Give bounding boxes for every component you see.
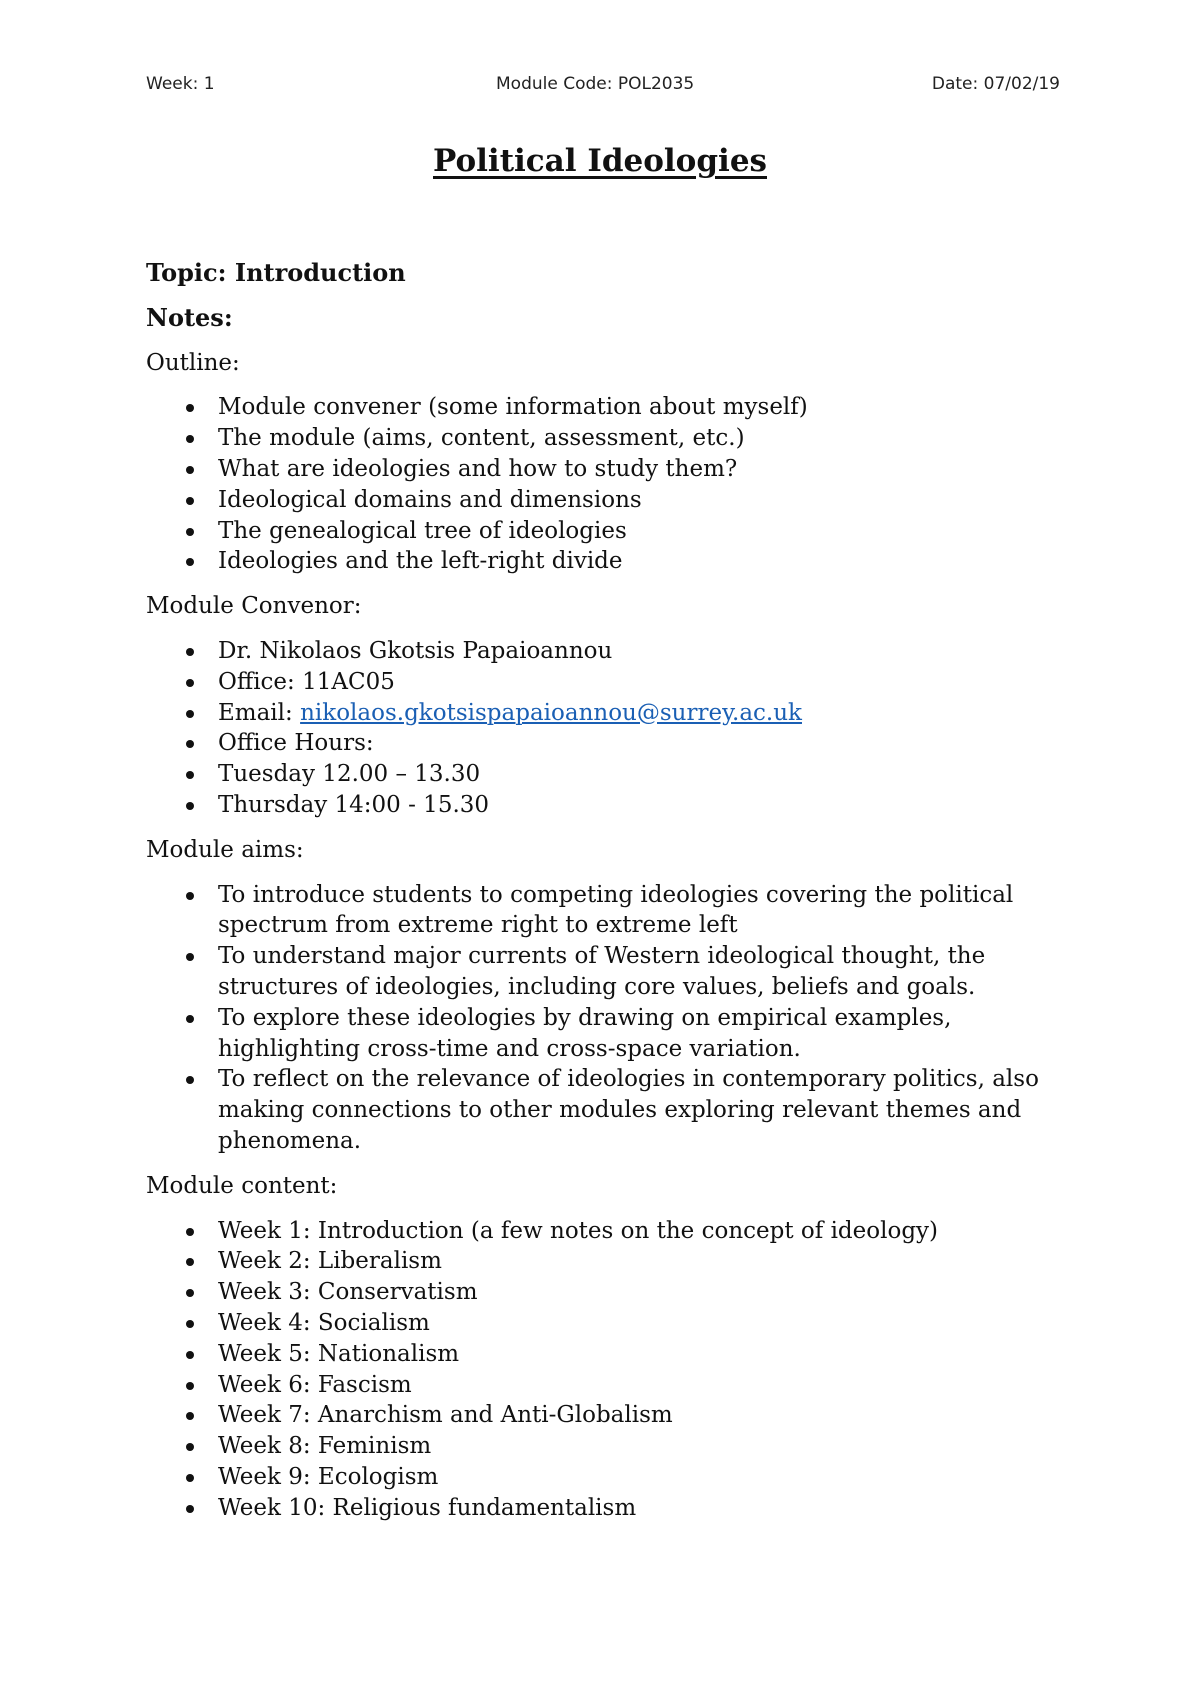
bullet-icon xyxy=(186,740,194,748)
outline-list xyxy=(146,392,1086,577)
content-label: Module content: xyxy=(146,1172,338,1199)
bullet-icon xyxy=(186,1505,194,1513)
bullet-icon xyxy=(186,404,194,412)
header-module-code: Module Code: POL2035 xyxy=(496,74,695,94)
convenor-tuesday: Tuesday 12.00 – 13.30 xyxy=(146,759,1086,790)
bullet-icon xyxy=(186,802,194,810)
bullet-icon xyxy=(186,1228,194,1236)
bullet-icon xyxy=(186,1289,194,1297)
bullet-icon xyxy=(186,1076,194,1084)
notes-heading: Notes: xyxy=(146,302,233,332)
list-item: Week 4: Socialism xyxy=(146,1308,1086,1339)
convenor-list xyxy=(146,636,1086,821)
bullet-icon xyxy=(186,1351,194,1359)
bullet-icon xyxy=(186,1258,194,1266)
list-item: To reflect on the relevance of ideologies in contemporary politics, also making connections to other modules exploring relevant themes and phenomena. xyxy=(146,1064,1086,1156)
bullet-icon xyxy=(186,679,194,687)
list-item: Week 7: Anarchism and Anti-Globalism xyxy=(146,1400,1086,1431)
list-item: To introduce students to competing ideologies covering the political spectrum from extreme right to extreme left xyxy=(146,880,1086,942)
bullet-icon xyxy=(186,558,194,566)
aims-label: Module aims: xyxy=(146,836,304,863)
convenor-name: Dr. Nikolaos Gkotsis Papaioannou xyxy=(146,636,1086,667)
bullet-icon xyxy=(186,648,194,656)
header-week: Week: 1 xyxy=(146,74,215,94)
bullet-icon xyxy=(186,1382,194,1390)
bullet-icon xyxy=(186,771,194,779)
outline-label: Outline: xyxy=(146,349,240,376)
convenor-thursday: Thursday 14:00 - 15.30 xyxy=(146,790,1086,821)
convenor-office-hours: Office Hours: xyxy=(146,728,1086,759)
aims-list xyxy=(146,880,1086,1157)
bullet-icon xyxy=(186,1320,194,1328)
content-list xyxy=(146,1216,1086,1524)
list-item: Ideological domains and dimensions xyxy=(146,485,1086,516)
list-item: Week 8: Feminism xyxy=(146,1431,1086,1462)
document-body xyxy=(146,258,1086,1523)
convenor-label: Module Convenor: xyxy=(146,593,362,620)
list-item: The genealogical tree of ideologies xyxy=(146,516,1086,547)
bullet-icon xyxy=(186,1412,194,1420)
convenor-email: Email: nikolaos.gkotsispapaioannou@surrey.ac.uk xyxy=(146,698,1086,729)
list-item: Ideologies and the left-right divide xyxy=(146,546,1086,577)
list-item: To understand major currents of Western ideological thought, the structures of ideologies, including core values, beliefs and goals. xyxy=(146,941,1086,1003)
bullet-icon xyxy=(186,1015,194,1023)
bullet-icon xyxy=(186,892,194,900)
list-item: Week 2: Liberalism xyxy=(146,1246,1086,1277)
page-header xyxy=(146,74,1060,102)
bullet-icon xyxy=(186,1474,194,1482)
list-item: Week 3: Conservatism xyxy=(146,1277,1086,1308)
list-item: The module (aims, content, assessment, etc.) xyxy=(146,423,1086,454)
email-link[interactable]: nikolaos.gkotsispapaioannou@surrey.ac.uk xyxy=(300,699,802,726)
list-item: What are ideologies and how to study them? xyxy=(146,454,1086,485)
bullet-icon xyxy=(186,466,194,474)
bullet-icon xyxy=(186,953,194,961)
list-item: Week 1: Introduction (a few notes on the concept of ideology) xyxy=(146,1216,1086,1247)
bullet-icon xyxy=(186,710,194,718)
header-date: Date: 07/02/19 xyxy=(931,74,1060,94)
convenor-office: Office: 11AC05 xyxy=(146,667,1086,698)
bullet-icon xyxy=(186,435,194,443)
bullet-icon xyxy=(186,1443,194,1451)
document-title: Political Ideologies xyxy=(433,143,767,179)
list-item: Week 10: Religious fundamentalism xyxy=(146,1493,1086,1524)
list-item: Week 5: Nationalism xyxy=(146,1339,1086,1370)
list-item: Week 6: Fascism xyxy=(146,1370,1086,1401)
topic-heading: Topic: Introduction xyxy=(146,258,406,287)
list-item: Module convener (some information about myself) xyxy=(146,392,1086,423)
bullet-icon xyxy=(186,497,194,505)
list-item: To explore these ideologies by drawing on empirical examples, highlighting cross-time and cross-space variation. xyxy=(146,1003,1086,1065)
list-item: Week 9: Ecologism xyxy=(146,1462,1086,1493)
bullet-icon xyxy=(186,528,194,536)
